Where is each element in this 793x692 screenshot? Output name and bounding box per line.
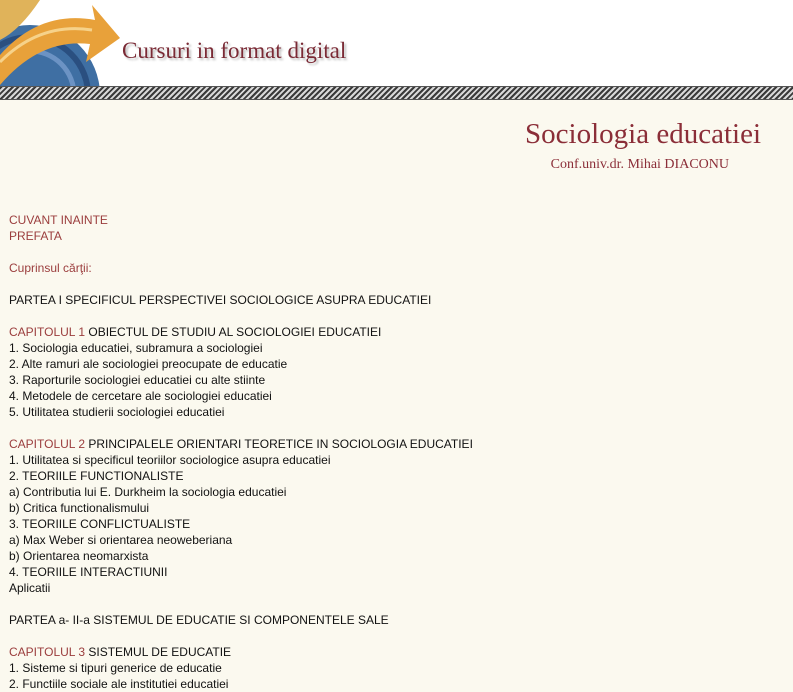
- contents-label: Cuprinsul cărţii:: [9, 261, 92, 275]
- table-of-contents: [9, 212, 779, 692]
- site-title: Cursuri in format digital: [122, 38, 347, 63]
- chapter3-heading: [9, 644, 779, 660]
- list-item: 5. Utilitatea studierii sociologiei educatiei: [9, 405, 225, 419]
- list-item: 2. Alte ramuri ale sociologiei preocupate de educatie: [9, 357, 288, 371]
- chapter1-title: OBIECTUL DE STUDIU AL SOCIOLOGIEI EDUCATIEI: [88, 325, 382, 339]
- chapter1-link[interactable]: CAPITOLUL 1: [9, 325, 86, 339]
- list-item: 1. Utilitatea si specificul teoriilor sociologice asupra educatiei: [9, 453, 331, 467]
- part1-heading: PARTEA I SPECIFICUL PERSPECTIVEI SOCIOLOGICE ASUPRA EDUCATIEI: [9, 293, 432, 307]
- list-item: 2. TEORIILE FUNCTIONALISTE: [9, 469, 184, 483]
- list-item: Aplicatii: [9, 581, 51, 595]
- list-item: 3. Raporturile sociologiei educatiei cu alte stiinte: [9, 373, 266, 387]
- list-item: 4. Metodele de cercetare ale sociologiei educatiei: [9, 389, 272, 403]
- list-item: a) Max Weber si orientarea neoweberiana: [9, 533, 233, 547]
- list-item: b) Critica functionalismului: [9, 501, 150, 515]
- list-item: 1. Sisteme si tipuri generice de educatie: [9, 661, 222, 675]
- list-item: b) Orientarea neomarxista: [9, 549, 149, 563]
- list-item: 3. TEORIILE CONFLICTUALISTE: [9, 517, 191, 531]
- book-author: Conf.univ.dr. Mihai DIACONU: [550, 157, 729, 172]
- list-item: 2. Functiile sociale ale institutiei educatiei: [9, 677, 229, 691]
- book-title: Sociologia educatiei: [525, 118, 761, 150]
- part2-heading: PARTEA a- II-a SISTEMUL DE EDUCATIE SI COMPONENTELE SALE: [9, 613, 389, 627]
- chapter3-title: SISTEMUL DE EDUCATIE: [88, 645, 232, 659]
- list-item: 4. TEORIILE INTERACTIUNII: [9, 565, 168, 579]
- header-banner: [0, 0, 793, 88]
- chapter2-link[interactable]: CAPITOLUL 2: [9, 437, 86, 451]
- chapter1-heading: [9, 324, 779, 340]
- foreword-link[interactable]: CUVANT INAINTE: [9, 213, 108, 227]
- chapter3-link[interactable]: CAPITOLUL 3: [9, 645, 86, 659]
- globe-arrow-logo-icon: [0, 0, 120, 88]
- chapter2-title: PRINCIPALELE ORIENTARI TEORETICE IN SOCIOLOGIA EDUCATIEI: [88, 437, 473, 451]
- list-item: a) Contributia lui E. Durkheim la sociologia educatiei: [9, 485, 287, 499]
- chapter2-heading: [9, 436, 779, 452]
- rope-divider: [0, 86, 793, 100]
- list-item: 1. Sociologia educatiei, subramura a sociologiei: [9, 341, 263, 355]
- preface-link[interactable]: PREFATA: [9, 229, 62, 243]
